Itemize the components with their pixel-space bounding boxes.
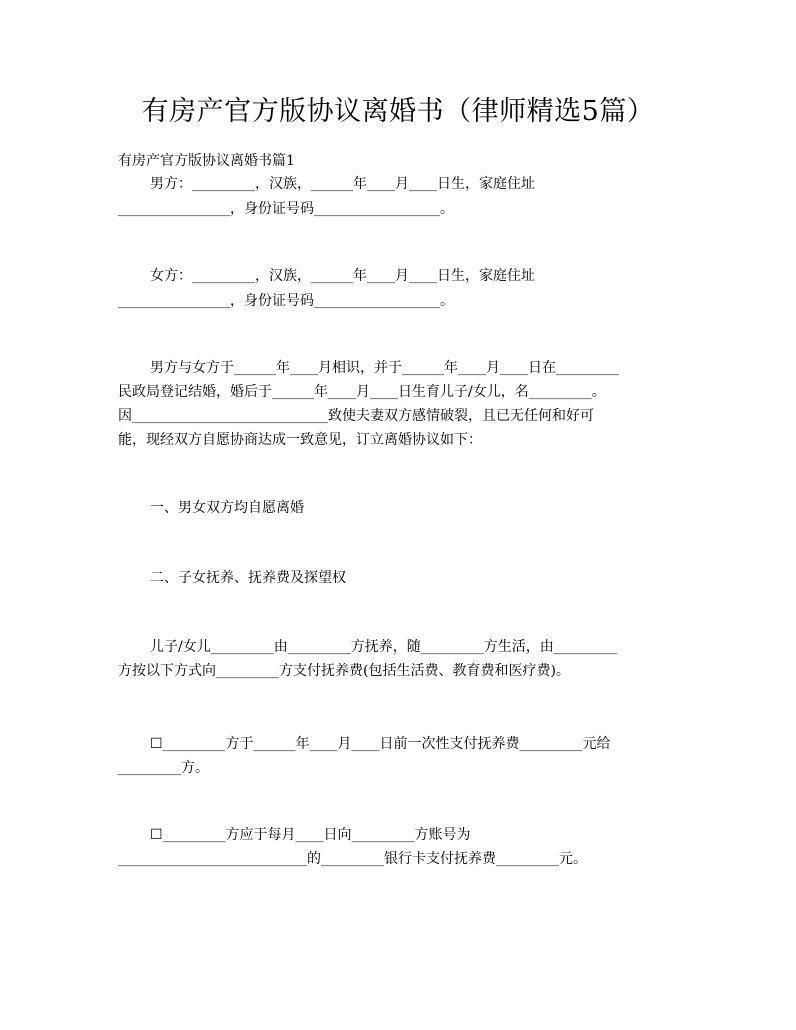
marriage-paragraph-line-2: 民政局登记结婚，婚后于______年____月____日生育儿子/女儿，名_________。	[118, 384, 606, 400]
custody-paragraph-line-1: 儿子/女儿_________由_________方抚养，随_________方生活，由_________	[150, 639, 617, 655]
marriage-paragraph-line-3: 因____________________________致使夫妻双方感情破裂，且已无任何和好可	[118, 408, 594, 424]
clause-2-heading: 二、子女抚养、抚养费及探望权	[150, 570, 346, 586]
document-title: 有房产官方版协议离婚书（律师精选5篇）	[141, 96, 655, 127]
monthly-option-line-1: ☐_________方应于每月____日向_________方账号为	[150, 827, 471, 843]
marriage-paragraph-line-1: 男方与女方于______年____月相识，并于______年____月____日在_________	[150, 360, 619, 376]
clause-1-heading: 一、男女双方均自愿离婚	[150, 500, 304, 516]
monthly-option-line-2: ___________________________的_________银行卡支付抚养费_________元。	[118, 851, 587, 867]
section-heading: 有房产官方版协议离婚书篇1	[118, 153, 295, 169]
marriage-paragraph-line-4: 能，现经双方自愿协商达成一致意见，订立离婚协议如下：	[118, 432, 482, 448]
lump-sum-option-line-2: _________方。	[118, 760, 209, 776]
custody-paragraph-line-2: 方按以下方式向_________方支付抚养费(包括生活费、教育费和医疗费)。	[118, 663, 570, 679]
lump-sum-option-line-1: ☐_________方于______年____月____日前一次性支付抚养费_________元给	[150, 736, 611, 752]
female-party-line-2: ________________，身份证号码__________________。	[118, 293, 454, 309]
male-party-line-1: 男方：_________，汉族，______年____月____日生，家庭住址	[150, 176, 535, 192]
female-party-line-1: 女方：_________，汉族，______年____月____日生，家庭住址	[150, 268, 535, 284]
male-party-line-2: ________________，身份证号码__________________。	[118, 201, 454, 217]
